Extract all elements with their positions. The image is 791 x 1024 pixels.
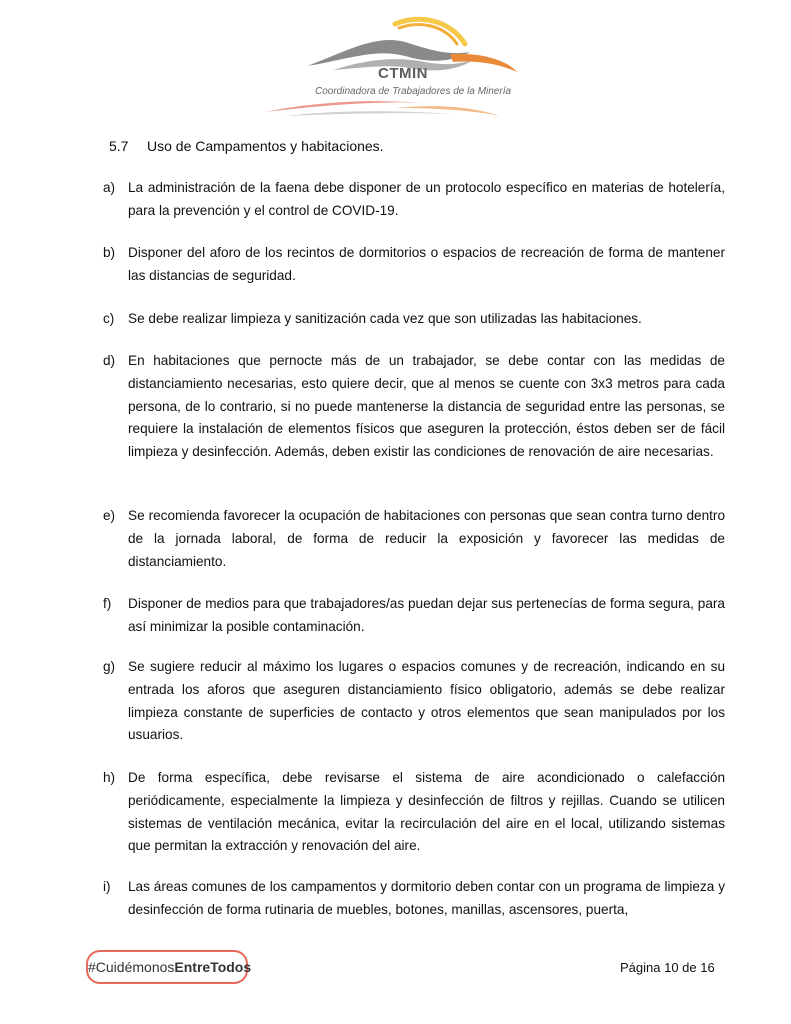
list-item-marker: e) [103, 508, 116, 523]
list-item-text: Disponer del aforo de los recintos de dormitorios o espacios de recreación de forma de mantener las distancias de seguridad. [128, 245, 725, 283]
list-item-text: Las áreas comunes de los campamentos y dormitorio deben contar con un programa de limpieza y desinfección de forma rutinaria de muebles, botones, manillas, ascensores, puerta, [128, 879, 725, 917]
hashtag-badge [86, 950, 252, 984]
list-item-text: Disponer de medios para que trabajadores/as puedan dejar sus pertenecías de forma segura, para así minimizar la posible contaminación. [128, 596, 725, 634]
list-item-marker: c) [103, 311, 115, 326]
list-item [103, 767, 725, 858]
logo-title: CTMIN [378, 65, 428, 82]
list-item [103, 876, 725, 922]
list-item-marker: g) [103, 659, 116, 674]
logo-subtitle: Coordinadora de Trabajadores de la Minería [315, 86, 512, 97]
list-item-marker: b) [103, 245, 116, 260]
hashtag-prefix: #Cuidémonos [88, 959, 175, 975]
list-item [103, 308, 725, 331]
list-item-text: De forma específica, debe revisarse el sistema de aire acondicionado o calefacción periódicamente, especialmente la limpieza y desinfección de filtros y rejillas. Cuando se utilicen sistemas de ventilación mecánica, evitar la recirculación del aire en el local, utilizando sistemas que permitan la extracción y renovación del aire. [128, 770, 725, 854]
section-heading [109, 138, 384, 154]
list-item [103, 177, 725, 223]
list-item-text: Se debe realizar limpieza y sanitización cada vez que son utilizadas las habitaciones. [128, 311, 642, 326]
list-item-text: Se recomienda favorecer la ocupación de habitaciones con personas que sean contra turno dentro de la jornada laboral, de forma de reducir la exposición y favorecer las medidas de distanciamiento. [128, 508, 725, 569]
list-item-marker: h) [103, 770, 116, 785]
list-item-marker: d) [103, 353, 116, 368]
list-item [103, 350, 725, 464]
hashtag-bold: EntreTodos [174, 959, 252, 975]
list-item-text: La administración de la faena debe disponer de un protocolo específico en materias de hotelería, para la prevención y el control de COVID-19. [128, 180, 725, 218]
list-item [103, 593, 725, 639]
list-item-marker: i) [103, 879, 111, 894]
page-number: Página 10 de 16 [620, 960, 715, 975]
list-item [103, 242, 725, 288]
list-item-marker: f) [103, 596, 112, 611]
list-item-text: Se sugiere reducir al máximo los lugares o espacios comunes y de recreación, indicando en su entrada los aforos que aseguren distanciamiento físico obligatorio, además se debe realizar limpieza constante de superficies de contacto y otros elementos que sean manipulados por los usuarios. [128, 659, 725, 743]
list-item [103, 505, 725, 573]
ctmin-logo [245, 12, 545, 124]
section-title: Uso de Campamentos y habitaciones. [147, 138, 384, 154]
list-item-text: En habitaciones que pernocte más de un trabajador, se debe contar con las medidas de distanciamiento necesarias, esto quiere decir, que al menos se cuente con 3x3 metros para cada persona, de lo contrario, si no puede mantenerse la distancia de seguridad entre las personas, se requiere la instalación de elementos físicos que aseguren la protección, éstos deben ser de fácil limpieza y desinfección. Además, deben existir las condiciones de renovación de aire necesarias. [128, 353, 725, 460]
list-item-marker: a) [103, 180, 116, 195]
list-item [103, 656, 725, 747]
section-number: 5.7 [109, 138, 129, 154]
